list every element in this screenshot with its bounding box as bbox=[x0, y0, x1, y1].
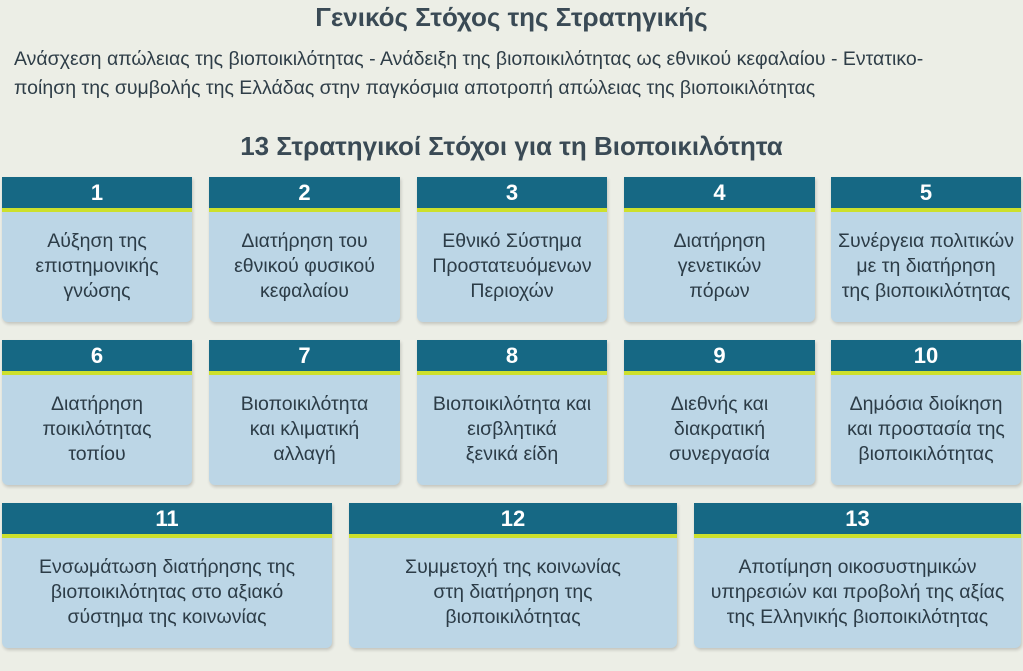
goal-card-5 bbox=[831, 177, 1021, 322]
goal-number: 11 bbox=[2, 503, 332, 538]
goal-label-line: Εθνικό Σύστημα bbox=[442, 229, 582, 252]
goal-card-1 bbox=[2, 177, 192, 322]
goal-label bbox=[417, 375, 607, 485]
goal-label-line: Αποτίμηση οικοσυστημικών bbox=[738, 555, 977, 578]
goal-card-3 bbox=[417, 177, 607, 322]
goal-label bbox=[2, 212, 192, 322]
goal-label bbox=[624, 375, 815, 485]
goal-card-12 bbox=[349, 503, 677, 648]
general-goal-line-2: ποίηση της συμβολής της Ελλάδας στην παγκόσμια αποτροπή απώλειας της βιοποικιλότητας bbox=[14, 77, 816, 99]
goal-number: 13 bbox=[694, 503, 1021, 538]
goal-number: 10 bbox=[831, 340, 1021, 375]
goal-label-line: Συνέργεια πολιτικών bbox=[838, 229, 1014, 252]
goal-label bbox=[694, 538, 1021, 648]
goal-label-line: Διατήρηση bbox=[673, 229, 766, 252]
goal-label-line: Διεθνής και bbox=[670, 392, 769, 415]
goal-label bbox=[831, 212, 1021, 322]
goal-number: 7 bbox=[209, 340, 400, 375]
goal-label-line: τοπίου bbox=[68, 442, 126, 465]
goal-label-line: με τη διατήρηση bbox=[856, 254, 996, 277]
goal-card-11 bbox=[2, 503, 332, 648]
goal-label-line: Βιοποικιλότητα και bbox=[432, 392, 592, 415]
goal-label-line: κεφαλαίου bbox=[260, 279, 349, 302]
goal-label-line: Συμμετοχή της κοινωνίας bbox=[405, 555, 621, 578]
goal-label-line: Δημόσια διοίκηση bbox=[849, 392, 1003, 415]
goal-label bbox=[2, 375, 192, 485]
goal-label-line: πόρων bbox=[689, 279, 750, 302]
goal-label-line: εθνικού φυσικού bbox=[234, 254, 375, 277]
goal-label-line: υπηρεσιών και προβολή της αξίας bbox=[710, 580, 1005, 603]
goal-label bbox=[831, 375, 1021, 485]
goal-card-10 bbox=[831, 340, 1021, 485]
goal-label bbox=[349, 538, 677, 648]
goal-label-line: γνώσης bbox=[63, 279, 131, 302]
goal-label-line: εισβλητικά bbox=[467, 417, 557, 440]
goal-label-line: σύστημα της κοινωνίας bbox=[67, 605, 267, 628]
general-goal-text bbox=[14, 45, 1014, 103]
goal-label bbox=[209, 212, 400, 322]
goal-label-line: βιοποικιλότητας στο αξιακό bbox=[50, 580, 284, 603]
goal-card-6 bbox=[2, 340, 192, 485]
goal-label-line: Διατήρηση του bbox=[241, 229, 368, 252]
goal-label-line: συνεργασία bbox=[669, 442, 770, 465]
goal-label-line: ξενικά είδη bbox=[465, 442, 559, 465]
goal-label-line: ποικιλότητας bbox=[42, 417, 152, 440]
goal-label-line: βιοποικιλότητας bbox=[445, 605, 581, 628]
goal-card-13 bbox=[694, 503, 1021, 648]
goal-label-line: Περιοχών bbox=[470, 279, 554, 302]
goal-label bbox=[2, 538, 332, 648]
goal-label-line: γενετικών bbox=[677, 254, 762, 277]
goal-number: 4 bbox=[624, 177, 815, 212]
goal-number: 12 bbox=[349, 503, 677, 538]
goal-number: 6 bbox=[2, 340, 192, 375]
goal-label-line: Βιοποικιλότητα bbox=[240, 392, 369, 415]
strategic-goals-title: 13 Στρατηγικοί Στόχοι για τη Βιοποικιλότητα bbox=[240, 131, 783, 161]
goal-label-line: Προστατευόμενων bbox=[432, 254, 592, 277]
goal-number: 9 bbox=[624, 340, 815, 375]
goal-label bbox=[624, 212, 815, 322]
goal-number: 1 bbox=[2, 177, 192, 212]
general-goal-line-1: Ανάσχεση απώλειας της βιοποικιλότητας - Ανάδειξη της βιοποικιλότητας ως εθνικού κεφαλαίου - Εντατικο- bbox=[14, 48, 924, 70]
goal-label-line: επιστημονικής bbox=[35, 254, 159, 277]
goal-label-line: Ενσωμάτωση διατήρησης της bbox=[38, 555, 296, 578]
goal-card-8 bbox=[417, 340, 607, 485]
goal-label-line: στη διατήρηση της bbox=[433, 580, 593, 603]
goal-label-line: Διατήρηση bbox=[50, 392, 143, 415]
goal-label-line: Αύξηση της bbox=[47, 229, 147, 252]
page-title: Γενικός Στόχος της Στρατηγικής bbox=[315, 2, 708, 32]
goal-number: 5 bbox=[831, 177, 1021, 212]
goal-label-line: και κλιματική bbox=[249, 417, 360, 440]
goal-label bbox=[417, 212, 607, 322]
goal-label-line: της Ελληνικής βιοποικιλότητας bbox=[726, 605, 989, 628]
goal-label-line: αλλαγή bbox=[273, 442, 336, 465]
goal-label-line: και προστασία της bbox=[847, 417, 1005, 440]
goal-card-4 bbox=[624, 177, 815, 322]
goal-number: 2 bbox=[209, 177, 400, 212]
goal-number: 8 bbox=[417, 340, 607, 375]
goal-card-9 bbox=[624, 340, 815, 485]
goal-label-line: διακρατική bbox=[673, 417, 766, 440]
goal-label-line: βιοποικιλότητας bbox=[858, 442, 994, 465]
goal-number: 3 bbox=[417, 177, 607, 212]
goal-card-7 bbox=[209, 340, 400, 485]
goal-label-line: της βιοποικιλότητας bbox=[841, 279, 1011, 302]
goal-card-2 bbox=[209, 177, 400, 322]
goal-label bbox=[209, 375, 400, 485]
